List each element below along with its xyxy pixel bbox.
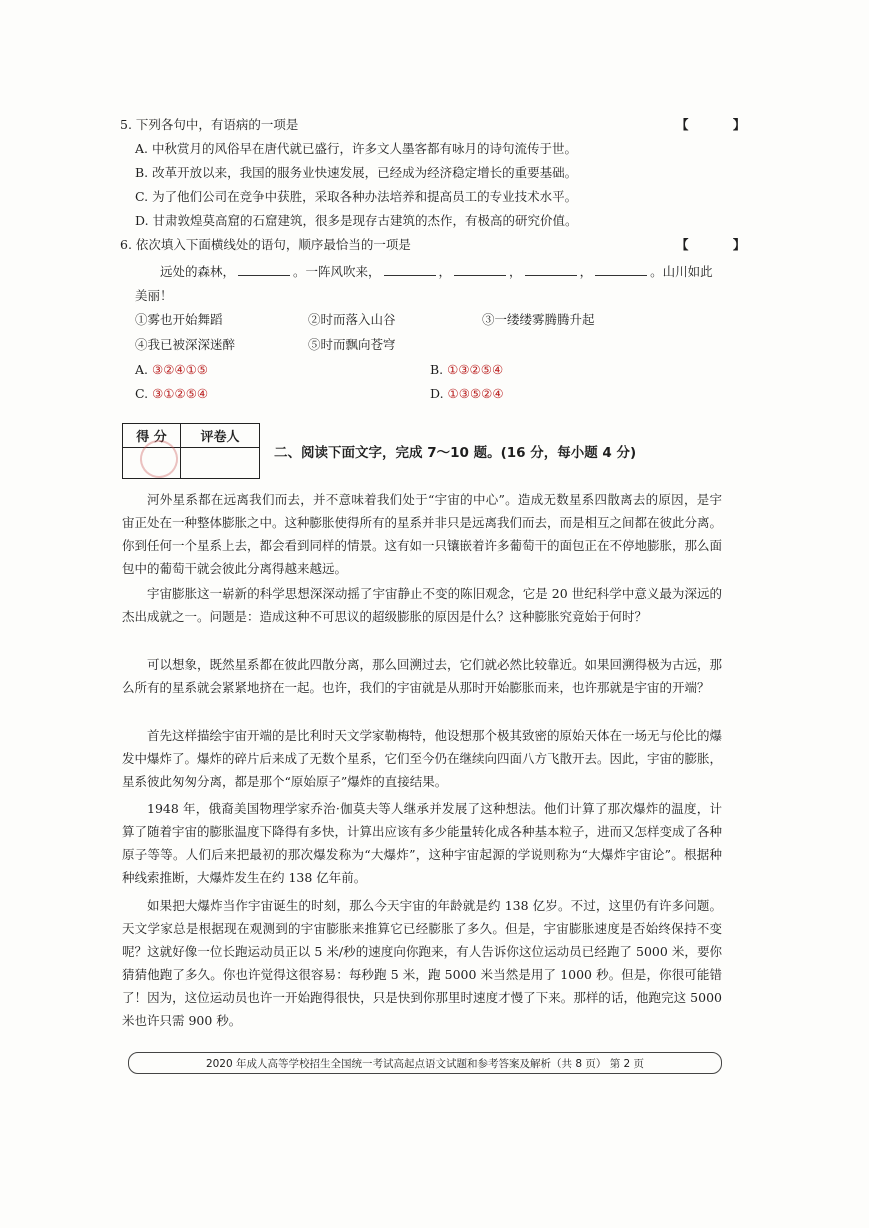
q6-item-1: ①雾也开始舞蹈 [135, 312, 223, 327]
score-header: 得 分 [123, 424, 181, 448]
choice-letter: A. [135, 362, 152, 377]
q6-choice-a [135, 362, 208, 378]
passage-paragraph: 如果把大爆炸当作宇宙诞生的时刻，那么今天宇宙的年龄就是约 138 亿岁。不过，这里仍有许多问题。天文学家总是根据现在观测到的宇宙膨胀来推算它已经膨胀了多久。但是，宇宙膨胀速度是否始终保持不变呢？这就好像一位长跑运动员正以 5 米/秒的速度向你跑来，有人告诉你这位运动员已经跑了 5000 米，要你猜猜他跑了多久。你也许觉得这很容易：每秒跑 5 米，跑 5000 米当然是用了 1000 秒。但是，你很可能错了！因为，这位运动员也许一开始跑得很快，只是快到你那里时速度才慢了下来。那样的话，他跑完这 5000 米也许只需 900 秒。 [122, 898, 722, 1028]
q6-sep: ， [438, 264, 452, 279]
q5-option-b: B. 改革开放以来，我国的服务业快速发展，已经成为经济稳定增长的重要基础。 [135, 165, 578, 180]
q6-sentence-tail: 美丽！ [135, 288, 173, 303]
choice-sequence: ①③②⑤④ [447, 362, 504, 377]
q6-blank-4 [525, 263, 577, 276]
q6-sep: ， [509, 264, 522, 279]
choice-letter: D. [430, 386, 448, 401]
q5-stem: 5. 下列各句中，有语病的一项是 [120, 117, 299, 132]
q5-option-a: A. 中秋赏月的风俗早在唐代就已盛行，许多文人墨客都有咏月的诗句流传于世。 [135, 141, 577, 156]
q6-blank-5 [595, 263, 647, 276]
passage-paragraph: 宇宙膨胀这一崭新的科学思想深深动摇了宇宙静止不变的陈旧观念，它是 20 世纪科学中意义最为深远的杰出成就之一。问题是：造成这种不可思议的超级膨胀的原因是什么？这种膨胀究竟始于何时？ [122, 586, 722, 624]
grader-header: 评卷人 [181, 424, 259, 448]
choice-letter: C. [135, 386, 153, 401]
grader-cell [181, 448, 259, 478]
choice-sequence: ①③⑤②④ [447, 386, 504, 401]
choice-sequence: ③②④①⑤ [151, 362, 209, 377]
q6-blank-3 [454, 263, 506, 276]
q5-answer-bracket: 【 】 [676, 117, 766, 132]
q6-choice-b [430, 362, 503, 378]
q6-item-3: ③一缕缕雾腾腾升起 [482, 312, 595, 327]
q6-item-5: ⑤时而飘向苍穹 [308, 337, 396, 352]
q6-item-4: ④我已被深深迷醉 [135, 337, 236, 352]
q6-sentence [160, 263, 713, 280]
q6-sentence-end: 。山川如此 [650, 264, 713, 279]
passage-paragraph: 1948 年，俄裔美国物理学家乔治·伽莫夫等人继承并发展了这种想法。他们计算了那次爆炸的温度，计算了随着宇宙的膨胀温度下降得有多快，计算出应该有多少能量转化成各种基本粒子，进而又怎样变成了各种原子等等。人们后来把最初的那次爆发称为“大爆炸”，这种宇宙起源的学说则称为“大爆炸宇宙论”。根据种种线索推断，大爆炸发生在约 138 亿年前。 [122, 801, 723, 885]
q6-item-2: ②时而落入山谷 [308, 312, 396, 327]
q5-option-d: D. 甘肃敦煌莫高窟的石窟建筑，很多是现存古建筑的杰作，有极高的研究价值。 [135, 213, 578, 228]
choice-sequence: ③①②⑤④ [152, 386, 209, 401]
q6-sep: ， [579, 264, 593, 279]
passage-paragraph: 可以想象，既然星系都在彼此四散分离，那么回溯过去，它们就必然比较靠近。如果回溯得极为古远，那么所有的星系就会紧紧地挤在一起。也许，我们的宇宙就是从那时开始膨胀而来，也许那就是宇宙的开端？ [122, 657, 723, 695]
q6-stem: 6. 依次填入下面横线处的语句，顺序最恰当的一项是 [120, 237, 411, 252]
passage-paragraph: 首先这样描绘宇宙开端的是比利时天文学家勒梅特，他设想那个极其致密的原始天体在一场无与伦比的爆发中爆炸了。爆炸的碎片后来成了无数个星系，它们至今仍在继续向四面八方飞散开去。因此，宇宙的膨胀，星系彼此匆匆分离，都是那个“原始原子”爆炸的直接结果。 [122, 728, 723, 789]
choice-letter: B. [430, 362, 448, 377]
q6-choice-d [430, 386, 504, 402]
q6-blank-2 [384, 263, 436, 276]
q6-answer-bracket: 【 】 [676, 237, 766, 252]
q6-sentence-start: 远处的森林， [160, 264, 236, 279]
q5-option-c: C. 为了他们公司在竞争中获胜，采取各种办法培养和提高员工的专业技术水平。 [135, 189, 578, 204]
q6-blank-1 [238, 263, 290, 276]
page-footer: 2020 年成人高等学校招生全国统一考试高起点语文试题和参考答案及解析（共 8 页） 第 2 页 [128, 1052, 722, 1074]
section-title: 二、阅读下面文字，完成 7～10 题。(16 分，每小题 4 分) [274, 445, 637, 461]
passage-paragraph: 河外星系都在远离我们而去，并不意味着我们处于“宇宙的中心”。造成无数星系四散离去的原因，是宇宙正处在一种整体膨胀之中。这种膨胀使得所有的星系并非只是远离我们而去，而是相互之间都在彼此分离。你到任何一个星系上去，都会看到同样的情景。这有如一只镶嵌着许多葡萄干的面包正在不停地膨胀，那么面包中的葡萄干就会彼此分离得越来越远。 [122, 492, 723, 576]
q6-sentence-mid: 。一阵风吹来， [293, 264, 381, 279]
q6-choice-c [135, 386, 208, 402]
